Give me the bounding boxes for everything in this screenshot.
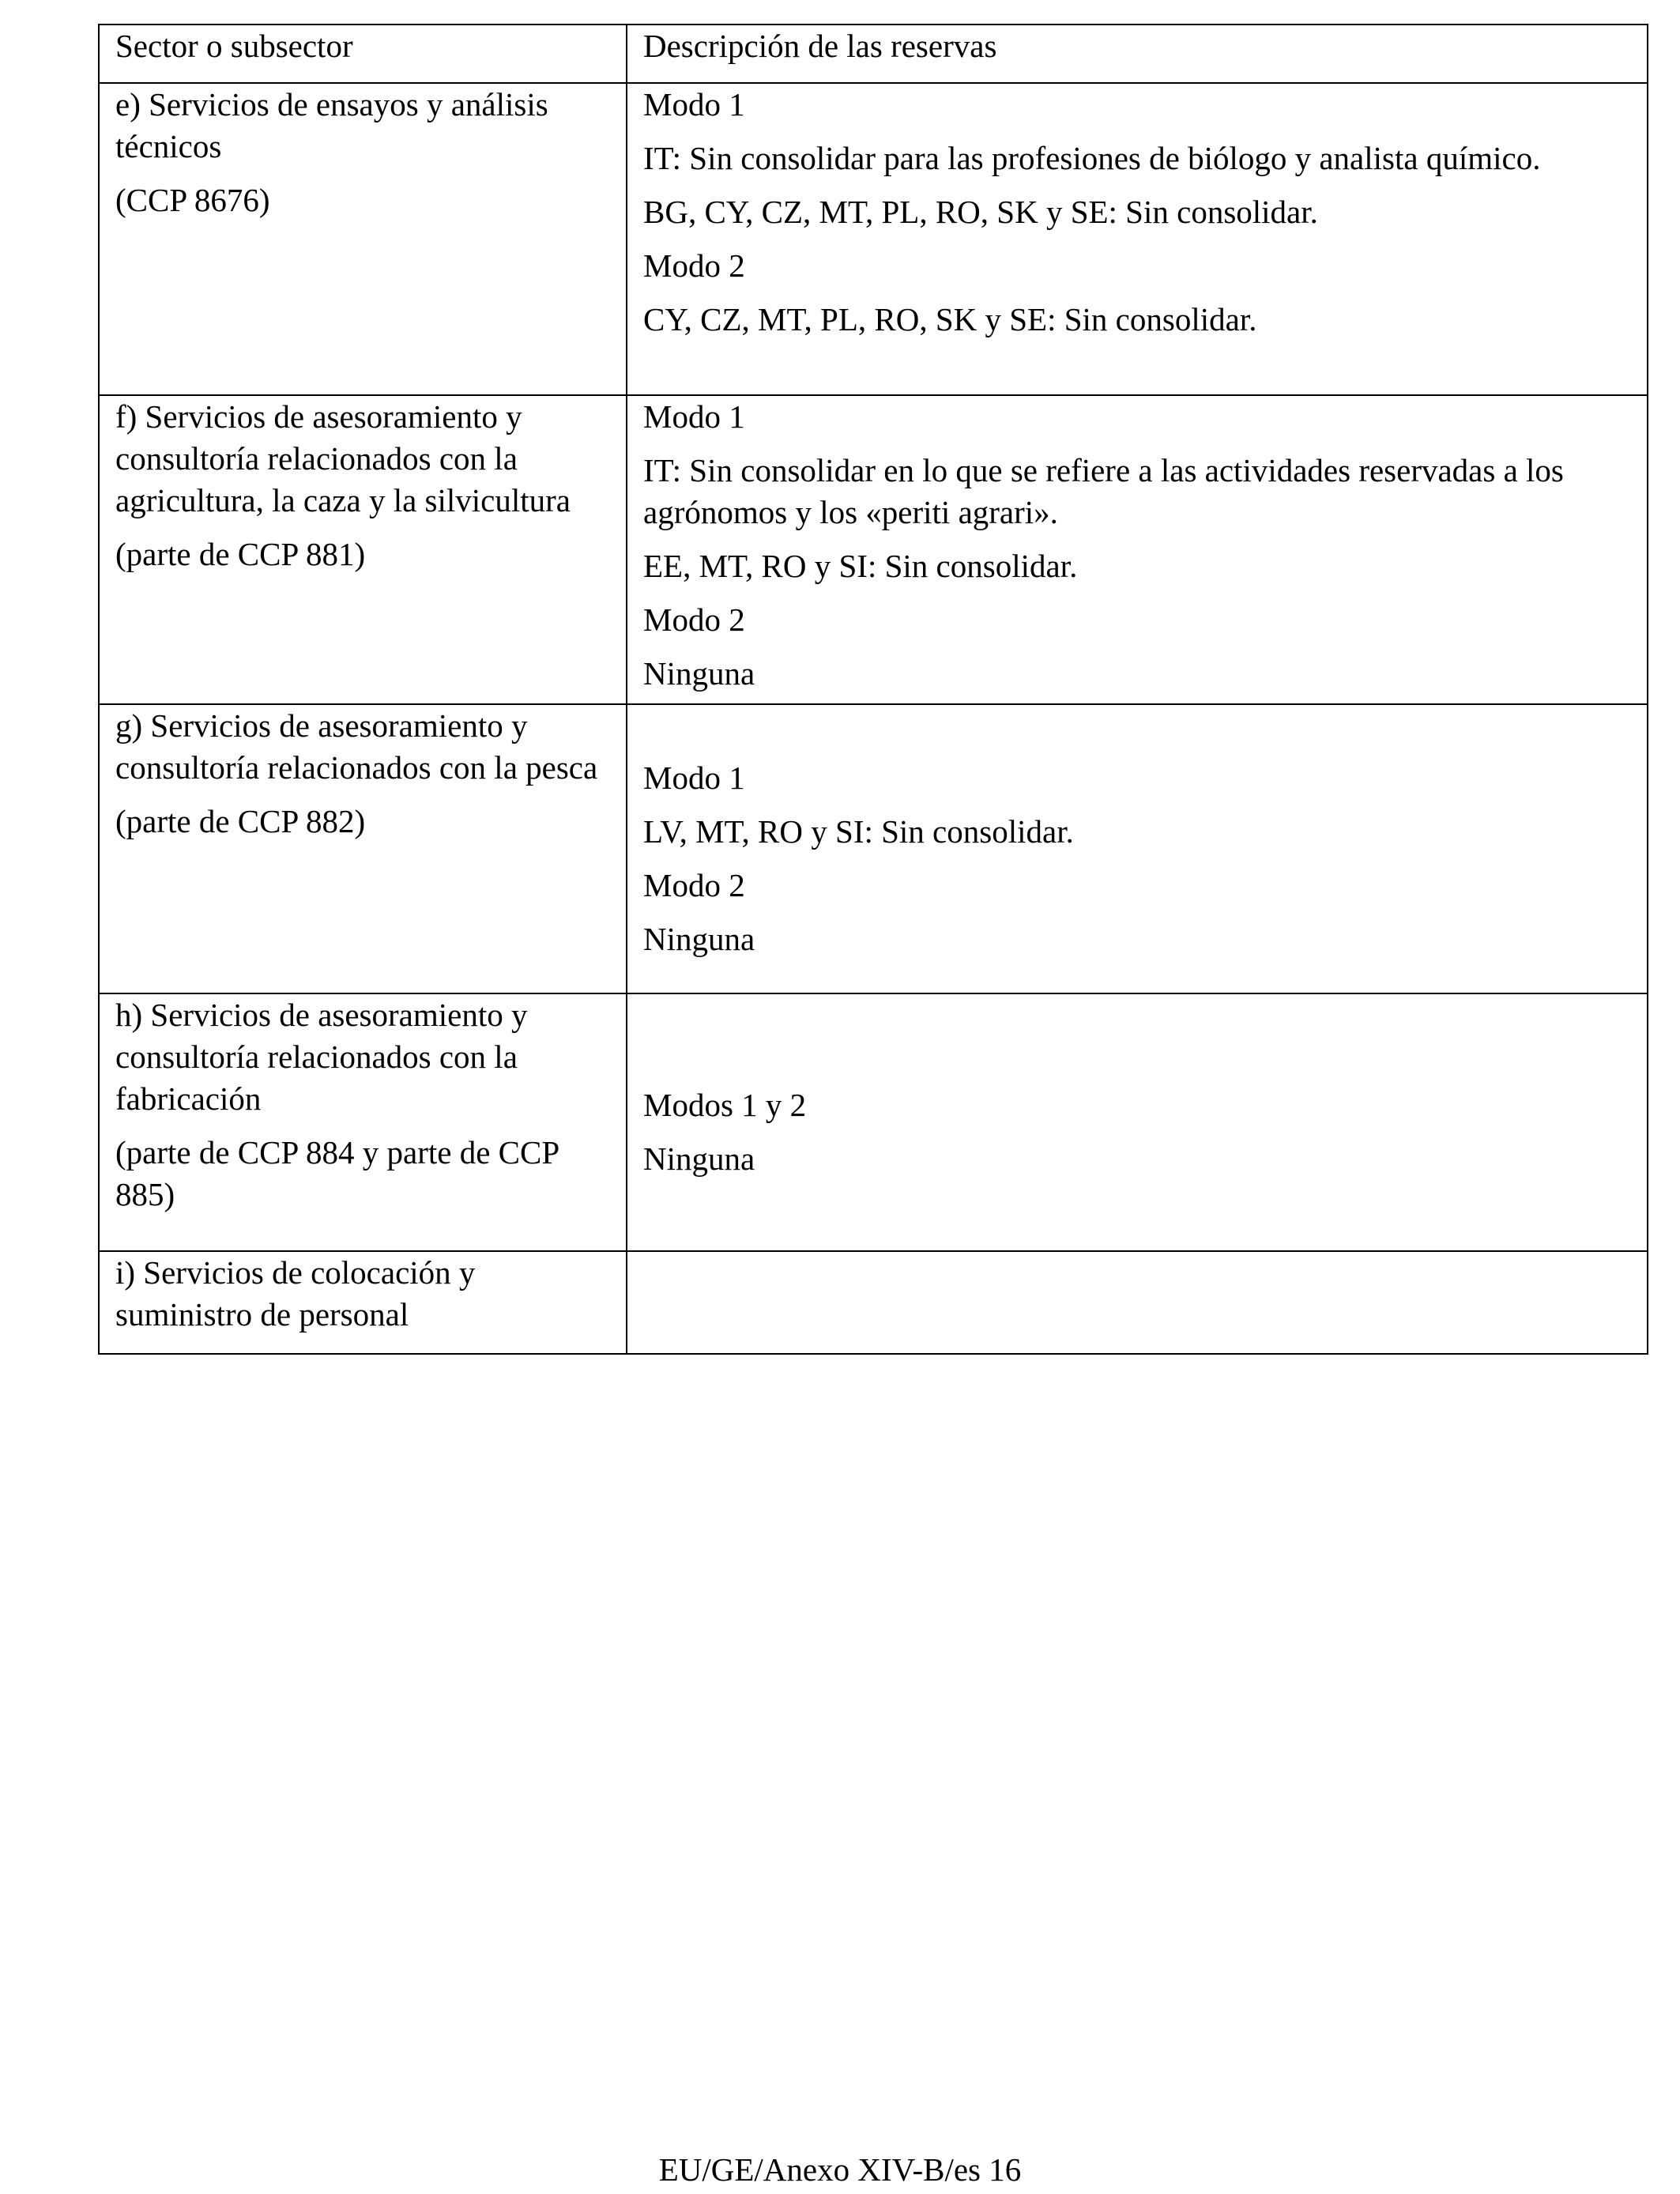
description-cell [627, 395, 1648, 704]
sector-ccp: (parte de CCP 882) [115, 803, 366, 839]
table-row [99, 704, 1648, 993]
table-row [99, 1251, 1648, 1354]
table-header-row [99, 25, 1648, 83]
sector-cell [99, 993, 627, 1251]
header-description: Descripción de las reservas [627, 25, 1648, 83]
reservations-table [98, 24, 1648, 1355]
description-line: Ninguna [643, 1140, 755, 1177]
sector-title: f) Servicios de asesoramiento y consultoría relacionados con la agricultura, la caza y la silvicultura [115, 398, 571, 518]
description-line: Modos 1 y 2 [643, 1086, 807, 1123]
description-line: Ninguna [643, 655, 755, 692]
description-line: Modo 1 [643, 398, 745, 435]
sector-cell [99, 395, 627, 704]
description-cell [627, 83, 1648, 395]
description-cell [627, 993, 1648, 1251]
sector-ccp: (CCP 8676) [115, 182, 270, 218]
sector-cell [99, 1251, 627, 1354]
description-line: CY, CZ, MT, PL, RO, SK y SE: Sin consolidar. [643, 301, 1257, 337]
description-cell [627, 1251, 1648, 1354]
description-line: Modo 1 [643, 86, 745, 123]
description-line: BG, CY, CZ, MT, PL, RO, SK y SE: Sin consolidar. [643, 194, 1318, 230]
sector-cell [99, 83, 627, 395]
page-footer: EU/GE/Anexo XIV-B/es 16 [658, 2151, 1022, 2188]
table-row [99, 395, 1648, 704]
description-line: Modo 1 [643, 759, 745, 796]
description-line: IT: Sin consolidar en lo que se refiere a las actividades reservadas a los agrónomos y los «periti agrari». [643, 452, 1564, 530]
description-line: Ninguna [643, 920, 755, 957]
header-sector: Sector o subsector [99, 25, 627, 83]
description-cell [627, 704, 1648, 993]
description-line: LV, MT, RO y SI: Sin consolidar. [643, 812, 1074, 850]
table-row [99, 993, 1648, 1251]
sector-cell [99, 704, 627, 993]
description-line: Modo 2 [643, 866, 745, 903]
sector-title: i) Servicios de colocación y suministro de personal [115, 1254, 476, 1333]
sector-title: e) Servicios de ensayos y análisis técnicos [115, 86, 548, 164]
description-line: Modo 2 [643, 247, 745, 284]
sector-title: g) Servicios de asesoramiento y consultoría relacionados con la pesca [115, 707, 598, 786]
sector-ccp: (parte de CCP 881) [115, 536, 366, 572]
description-line: IT: Sin consolidar para las profesiones de biólogo y analista químico. [643, 140, 1541, 176]
sector-ccp: (parte de CCP 884 y parte de CCP 885) [115, 1134, 559, 1212]
description-line: Modo 2 [643, 601, 745, 638]
table-row [99, 83, 1648, 395]
sector-title: h) Servicios de asesoramiento y consultoría relacionados con la fabricación [115, 997, 528, 1117]
description-line: EE, MT, RO y SI: Sin consolidar. [643, 548, 1078, 584]
